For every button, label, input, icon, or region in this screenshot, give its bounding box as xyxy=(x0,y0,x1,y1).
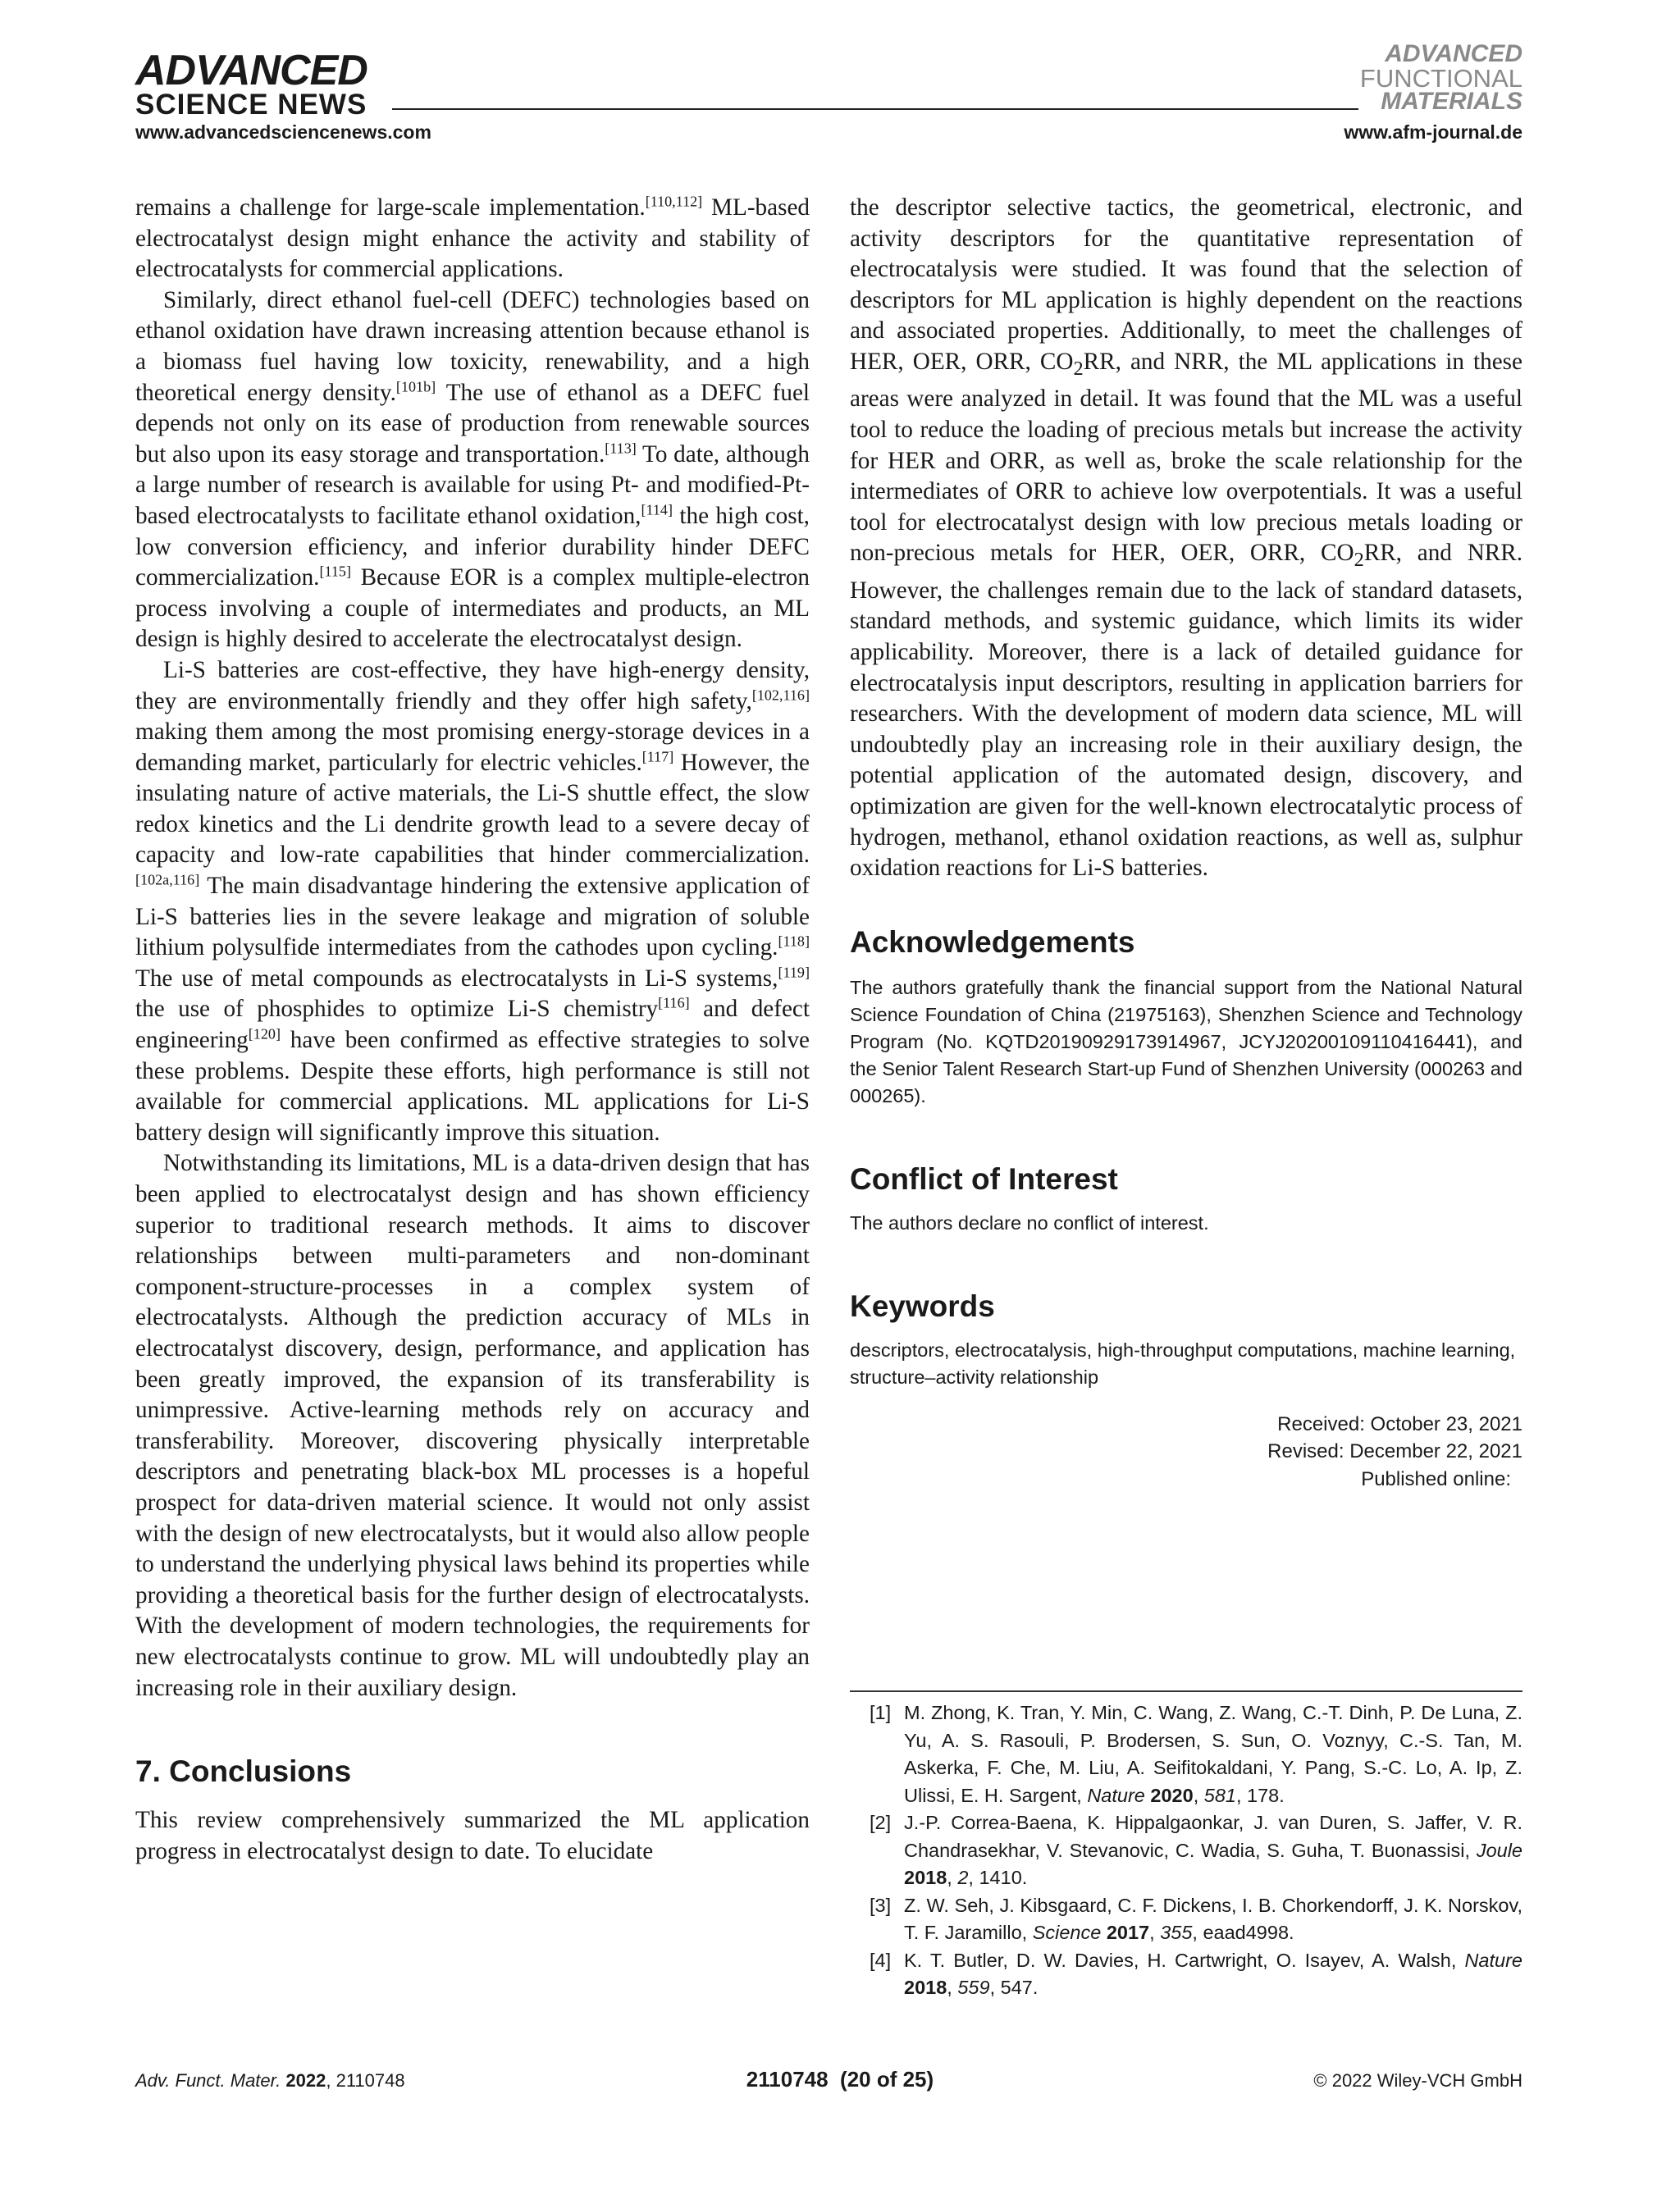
publisher-logo xyxy=(135,49,368,119)
paragraph: Li-S batteries are cost-effective, they have high-energy density, they are environmentally friendly and they offer high safety,[102,116] making them among the most promising energy-storage devices in a demanding market, particularly for electric vehicles.[117] However, the insulating nature of active materials, the Li-S shuttle effect, the slow redox kinetics and the Li dendrite growth lead to a severe decay of capacity and low-rate capabilities that hinder commercialization.[102a,116] The main disadvantage hindering the extensive application of Li-S batteries lies in the severe leakage and migration of soluble lithium polysulfide intermediates from the cathodes upon cycling.[118] The use of metal compounds as electrocatalysts in Li-S systems,[119] the use of phosphides to optimize Li-S chemistry[116] and defect engineering[120] have been confirmed as effective strategies to solve these problems. Despite these efforts, high performance is still not available for commercial applications. ML applications for Li-S battery design will significantly improve this situation. xyxy=(135,656,810,1146)
citation[interactable]: [117] xyxy=(641,747,674,764)
journal-logo-line1: ADVANCED xyxy=(1385,40,1522,67)
received-date: Received: October 23, 2021 xyxy=(1277,1412,1522,1435)
citation[interactable]: [110,112] xyxy=(645,193,703,210)
reference-item: [1] M. Zhong, K. Tran, Y. Min, C. Wang, Z. Wang, C.-T. Dinh, P. De Luna, Z. Yu, A. S. Rasouli, P. Brodersen, S. Sun, O. Voznyy, C.-S. Tan, M. Askerka, F. Che, M. Liu, A. Seifitokaldani, Y. Pang, S.-C. Lo, A. Ip, Z. Ulissi, E. H. Sargent, Nature 2020, 581, 178. xyxy=(870,1702,1522,1806)
header-rule xyxy=(392,108,1358,110)
journal-logo-line2: FUNCTIONAL xyxy=(1359,63,1522,93)
citation[interactable]: [101b] xyxy=(395,377,436,395)
journal-logo-line3: MATERIALS xyxy=(1381,87,1522,115)
conflict-text: The authors declare no conflict of interest. xyxy=(850,1211,1209,1234)
paragraph: Notwithstanding its limitations, ML is a data-driven design that has been applied to electrocatalyst design and has shown efficiency superior to traditional research methods. It aims to discover relationships between multi-parameters and non-dominant component-structure-processes in a complex system of electrocatalysts. Although the prediction accuracy of MLs in electrocatalyst discovery, design, performance, and application has been greatly improved, the expansion of its transferability is unimpressive. Active-learning methods rely on accuracy and transferability. Moreover, discovering physically interpretable descriptors and penetrating black-box ML processes is a hopeful prospect for data-driven material science. It would not only assist with the design of new electrocatalysts, but it would also allow people to understand the underlying physical laws behind its properties while providing a theoretical basis for the further design of electrocatalysts. With the development of modern technologies, the requirements for new electrocatalysts continue to grow. ML will undoubtedly play an increasing role in their auxiliary design. xyxy=(135,1150,810,1701)
citation[interactable]: [114] xyxy=(641,501,673,518)
keywords-text: descriptors, electrocatalysis, high-throughput computations, machine learning, structure–activity relationship xyxy=(850,1339,1516,1388)
citation[interactable]: [116] xyxy=(658,994,690,1011)
citation[interactable]: [102,116] xyxy=(751,686,810,703)
reference-list xyxy=(870,1699,1522,2002)
paragraph: Similarly, direct ethanol fuel-cell (DEFC) technologies based on ethanol oxidation have drawn increasing attention because ethanol is a biomass fuel having low toxicity, renewability, and a high theoretical energy density.[101b] The use of ethanol as a DEFC fuel depends not only on its ease of production from renewable sources but also upon its easy storage and transportation.[113] To date, although a large number of research is available for using Pt- and modified-Pt-based electrocatalysts to facilitate ethanol oxidation,[114] the high cost, low conversion efficiency, and inferior durability hinder DEFC commercialization.[115] Because EOR is a complex multiple-electron process involving a couple of intermediates and products, an ML design is highly desired to accelerate the electrocatalyst design. xyxy=(135,286,810,653)
page-number: 2110748 (20 of 25) xyxy=(746,2067,934,2092)
journal-url[interactable]: www.afm-journal.de xyxy=(1344,121,1522,143)
citation[interactable]: [113] xyxy=(605,440,637,457)
paragraph: remains a challenge for large-scale implementation.[110,112] ML-based electrocatalyst design might enhance the activity and stability of electrocatalysts for commercial applications. xyxy=(135,193,810,283)
citation[interactable]: [118] xyxy=(778,933,810,950)
reference-item: [4] K. T. Butler, D. W. Davies, H. Cartwright, O. Isayev, A. Walsh, Nature 2018, 559, 547. xyxy=(870,1949,1522,1998)
publisher-logo-line2: SCIENCE NEWS xyxy=(135,89,368,121)
left-column xyxy=(135,193,810,1867)
keywords-heading: Keywords xyxy=(850,1289,995,1323)
publisher-logo-line1: ADVANCED xyxy=(135,47,368,94)
acknowledgements-text: The authors gratefully thank the financial support from the National Natural Science Foundation of China (21975163), Shenzhen Science and Technology Program (No. KQTD20190929173914967, JCYJ20200109110416441), and the Senior Talent Research Start-up Fund of Shenzhen University (000263 and 000265). xyxy=(850,976,1522,1106)
acknowledgements-heading: Acknowledgements xyxy=(850,924,1135,959)
right-column xyxy=(850,193,1522,1493)
footer-year: 2022 xyxy=(285,2070,326,2091)
conclusions-heading: 7. Conclusions xyxy=(135,1754,352,1789)
paragraph: This review comprehensively summarized the ML application progress in electrocatalyst design to date. To elucidate xyxy=(135,1807,810,1864)
article-dates xyxy=(850,1411,1522,1494)
citation[interactable]: [115] xyxy=(319,563,352,580)
publisher-url[interactable]: www.advancedsciencenews.com xyxy=(135,121,431,143)
citation[interactable]: [119] xyxy=(778,964,810,981)
conflict-heading: Conflict of Interest xyxy=(850,1161,1118,1196)
footer-article-no: , 2110748 xyxy=(326,2070,405,2091)
reference-item: [2] J.-P. Correa-Baena, K. Hippalgaonkar, J. van Duren, S. Jaffer, V. R. Chandrasekhar, V. Stevanovic, C. Wadia, S. Guha, T. Buonassisi, Joule 2018, 2, 1410. xyxy=(870,1812,1522,1888)
copyright: © 2022 Wiley-VCH GmbH xyxy=(1313,2070,1522,2091)
revised-date: Revised: December 22, 2021 xyxy=(1267,1440,1522,1463)
paragraph: the descriptor selective tactics, the geometrical, electronic, and activity descriptors for the quantitative representation of electrocatalysis were studied. It was found that the selection of descriptors for ML application is highly dependent on the reactions and associated properties. Additionally, to meet the challenges of HER, OER, ORR, $CO_2RR$, and NRR, the ML applications in these areas were analyzed in detail. It was found that the ML was a useful tool to reduce the loading of precious metals but increase the activity for HER and ORR, as well as, broke the scale relationship for the intermediates of ORR to achieve low overpotentials. It was a useful tool for electrocatalyst design with low precious metals loading or non-precious metals for HER, OER, ORR, $CO_2RR$, and NRR. However, the challenges remain due to the lack of standard datasets, standard methods, and systemic guidance, which limits its wider applicability. Moreover, there is a lack of detailed guidance for electrocatalysis input descriptors, resulting in application barriers for researchers. With the development of modern data science, ML will undoubtedly play an increasing role in their auxiliary design, the potential application of the automated design, discovery, and optimization are given for the well-known electrocatalytic process of hydrogen, methanol, ethanol oxidation reactions, as well as, sulphur oxidation reactions for Li-S batteries. xyxy=(850,194,1523,882)
citation[interactable]: [102a,116] xyxy=(135,871,200,888)
published-date: Published online: xyxy=(1361,1467,1511,1490)
journal-logo xyxy=(1359,40,1522,115)
references-rule xyxy=(850,1690,1522,1692)
footer-journal: Adv. Funct. Mater. xyxy=(135,2070,281,2091)
reference-item: [3] Z. W. Seh, J. Kibsgaard, C. F. Dickens, I. B. Chorkendorff, J. K. Norskov, T. F. Jaramillo, Science 2017, 355, eaad4998. xyxy=(870,1894,1522,1943)
citation[interactable]: [120] xyxy=(248,1025,281,1042)
